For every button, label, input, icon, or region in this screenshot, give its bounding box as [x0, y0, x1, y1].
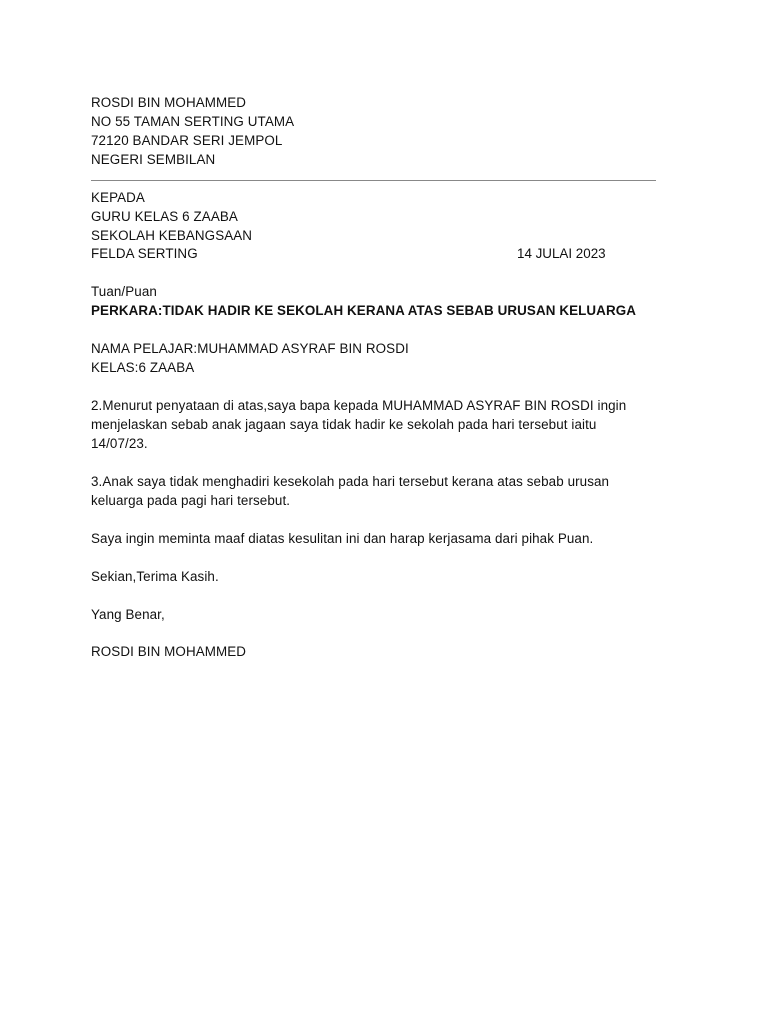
paragraph-2-line-1: 2.Menurut penyataan di atas,saya bapa kepada MUHAMMAD ASYRAF BIN ROSDI ingin — [91, 398, 627, 413]
recipient-line-2: SEKOLAH KEBANGSAAN — [91, 228, 253, 243]
header-divider — [91, 180, 656, 181]
closing-thanks: Sekian,Terima Kasih. — [91, 569, 219, 584]
recipient-line-3: FELDA SERTING — [91, 246, 198, 261]
student-class-line: KELAS:6 ZAABA — [91, 360, 195, 375]
apology-paragraph: Saya ingin meminta maaf diatas kesulitan ini dan harap kerjasama dari pihak Puan. — [91, 531, 594, 546]
paragraph-3-line-2: keluarga pada pagi hari tersebut. — [91, 493, 291, 508]
paragraph-2-line-3: 14/07/23. — [91, 436, 148, 451]
closing-sign-off: Yang Benar, — [91, 607, 165, 622]
recipient-line-1: GURU KELAS 6 ZAABA — [91, 209, 238, 224]
subject-line: PERKARA:TIDAK HADIR KE SEKOLAH KERANA ATAS SEBAB URUSAN KELUARGA — [91, 303, 637, 318]
sender-address-line-3: NEGERI SEMBILAN — [91, 152, 216, 167]
sender-address-line-1: NO 55 TAMAN SERTING UTAMA — [91, 114, 295, 129]
recipient-to-label: KEPADA — [91, 190, 145, 205]
paragraph-2-line-2: menjelaskan sebab anak jagaan saya tidak hadir ke sekolah pada hari tersebut iaitu — [91, 417, 597, 432]
paragraph-3-line-1: 3.Anak saya tidak menghadiri kesekolah pada hari tersebut kerana atas sebab urusan — [91, 474, 610, 489]
salutation: Tuan/Puan — [91, 284, 157, 299]
sender-address-line-2: 72120 BANDAR SERI JEMPOL — [91, 133, 283, 148]
letter-date: 14 JULAI 2023 — [517, 246, 606, 261]
signature-name: ROSDI BIN MOHAMMED — [91, 644, 247, 659]
sender-name: ROSDI BIN MOHAMMED — [91, 95, 247, 110]
student-name-line: NAMA PELAJAR:MUHAMMAD ASYRAF BIN ROSDI — [91, 341, 409, 356]
